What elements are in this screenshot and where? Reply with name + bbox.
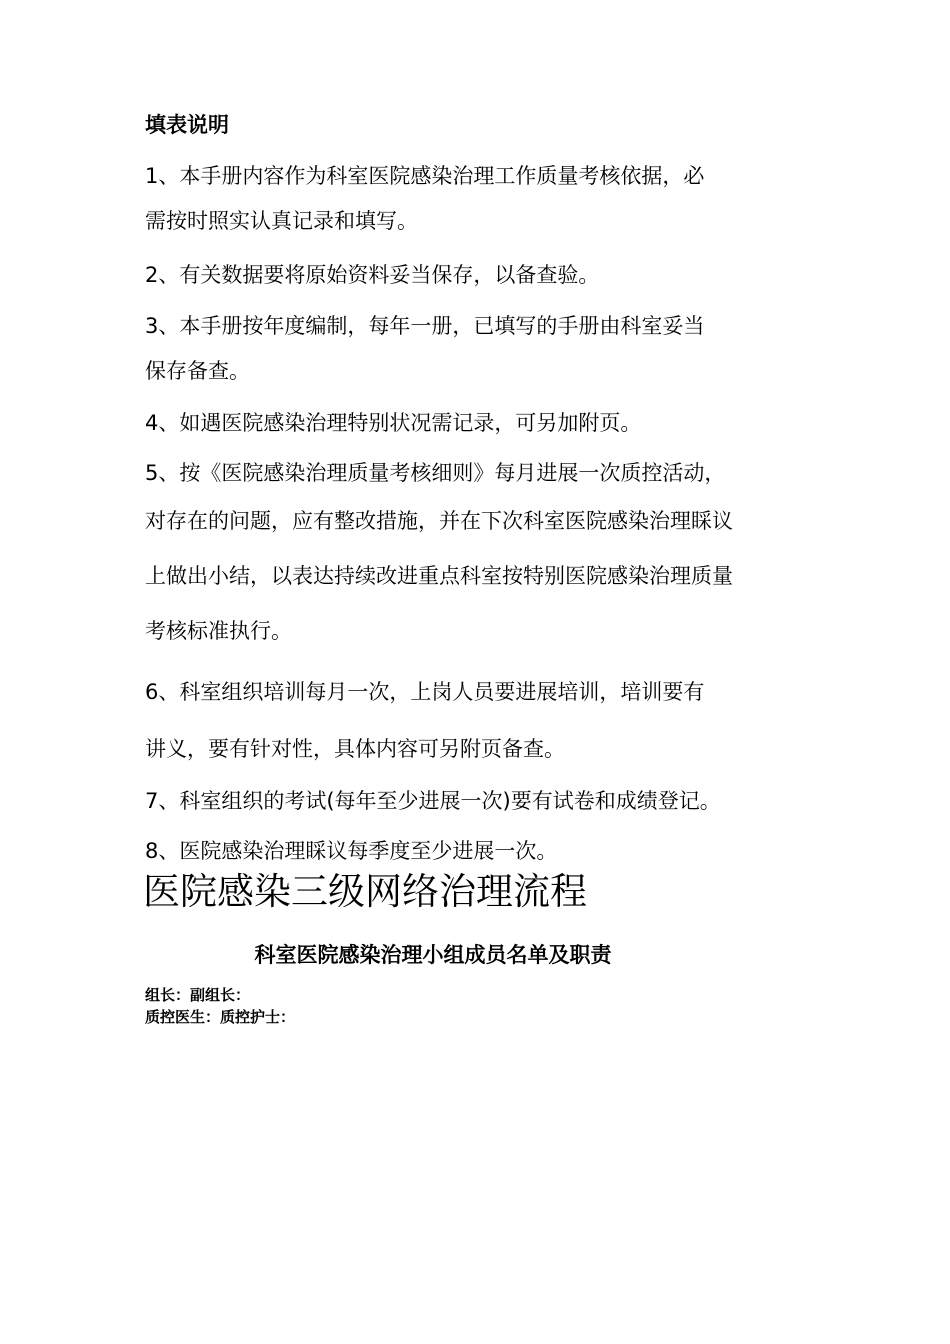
instruction-line: 需按时照实认真记录和填写。 [145,209,418,233]
instruction-line: 5、按《医院感染治理质量考核细则》每月进展一次质控活动， [145,461,726,485]
instruction-line: 讲义，要有针对性，具体内容可另附页备查。 [145,737,565,761]
instruction-line: 4、如遇医院感染治理特别状况需记录，可另加附页。 [145,411,642,435]
instruction-line: 保存备查。 [145,359,250,383]
instruction-line: 2、有关数据要将原始资料妥当保存，以备查验。 [145,263,600,287]
instruction-line: 6、科室组织培训每月一次，上岗人员要进展培训，培训要有 [145,680,705,704]
instruction-line: 1、本手册内容作为科室医院感染治理工作质量考核依据，必 [145,164,705,188]
instruction-line: 3、本手册按年度编制，每年一册，已填写的手册由科室妥当 [145,314,705,338]
flow-title: 医院感染三级网络治理流程 [143,870,587,913]
instruction-line: 8、医院感染治理睬议每季度至少进展一次。 [145,839,558,863]
instruction-line: 7、科室组织的考试(每年至少进展一次)要有试卷和成绩登记。 [145,789,721,813]
team-subtitle: 科室医院感染治理小组成员名单及职责 [254,943,612,967]
instruction-line: 对存在的问题，应有整改措施，并在下次科室医院感染治理睬议 [145,509,733,533]
instruction-line: 考核标准执行。 [145,619,292,643]
instruction-line: 上做出小结，以表达持续改进重点科室按特别医院感染治理质量 [145,564,733,588]
instructions-heading: 填表说明 [145,113,229,137]
roles-line-leaders: 组长：副组长： [145,986,251,1004]
roles-line-qc: 质控医生：质控护士： [145,1008,296,1026]
